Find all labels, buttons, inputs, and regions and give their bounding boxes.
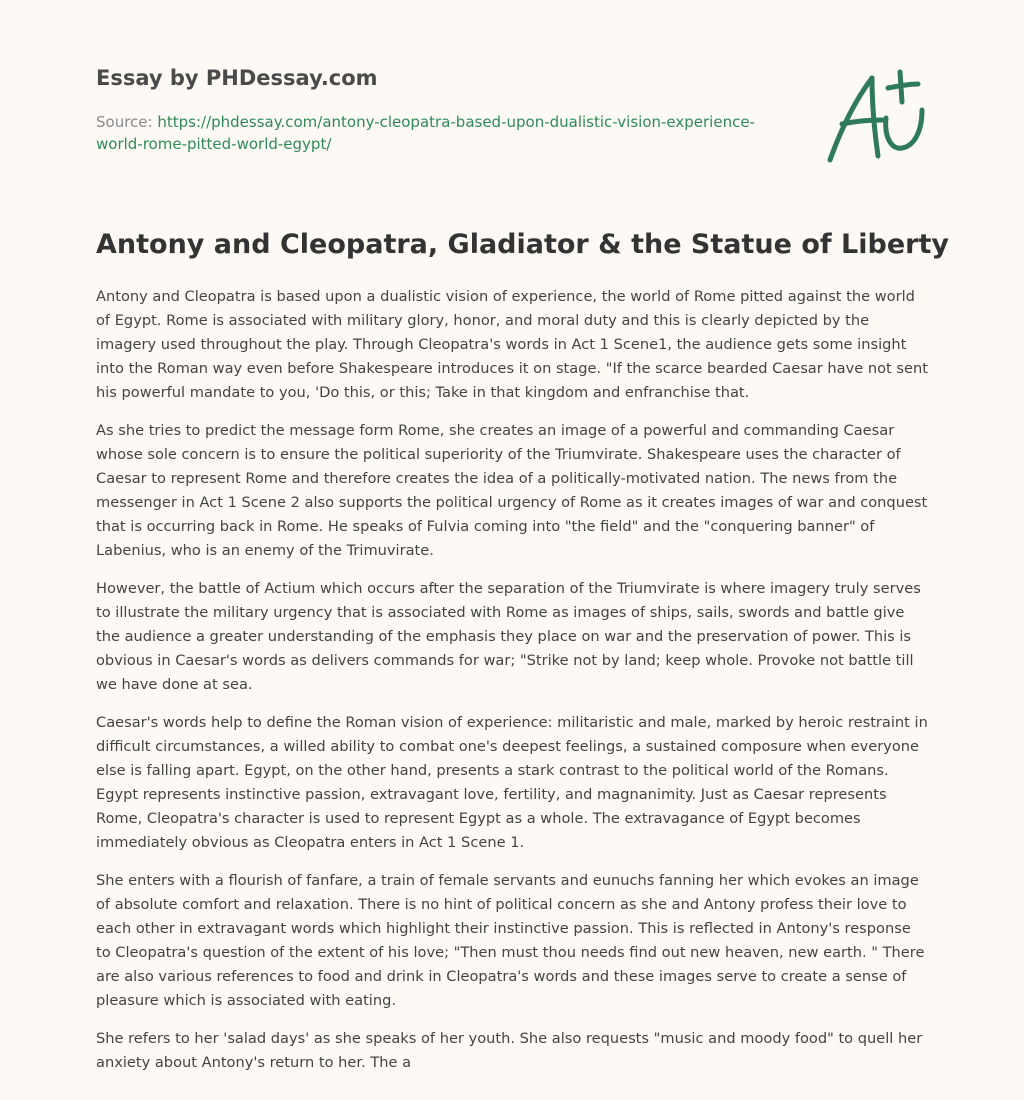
source-line	[96, 111, 796, 155]
essay-body	[96, 285, 928, 1085]
site-title: Essay by PHDessay.com	[96, 66, 378, 90]
essay-title: Antony and Cleopatra, Gladiator & the Statue of Liberty	[96, 229, 949, 260]
source-label: Source:	[96, 113, 153, 131]
essay-paragraph: She refers to her 'salad days' as she speaks of her youth. She also requests "music and moody food" to quell her anxiety about Antony's return to her. The a	[96, 1030, 923, 1071]
essay-paragraph: As she tries to predict the message form Rome, she creates an image of a powerful and commanding Caesar whose sole concern is to ensure the political superiority of the Triumvirate. Shakespeare uses the character of Caesar to represent Rome and therefore creates the idea of a politically-motivated nation. The news from the messenger in Act 1 Scene 2 also supports the political urgency of Rome as it creates images of war and conquest that is occurring back in Rome. He speaks of Fulvia coming into "the field" and the "conquering banner" of Labenius, who is an enemy of the Trimuvirate.	[96, 422, 928, 559]
essay-paragraph: Caesar's words help to define the Roman vision of experience: militaristic and male, marked by heroic restraint in difficult circumstances, a willed ability to combat one's deepest feelings, a sustained composure when everyone else is falling apart. Egypt, on the other hand, presents a stark contrast to the political world of the Romans. Egypt represents instinctive passion, extravagant love, fertility, and magnanimity. Just as Caesar represents Rome, Cleopatra's character is used to represent Egypt as a whole. The extravagance of Egypt becomes immediately obvious as Cleopatra enters in Act 1 Scene 1.	[96, 714, 928, 851]
source-link[interactable]: https://phdessay.com/antony-cleopatra-based-upon-dualistic-vision-experience-world-rome-pitted-world-egypt/	[96, 113, 755, 153]
essay-paragraph: She enters with a flourish of fanfare, a train of female servants and eunuchs fanning her which evokes an image of absolute comfort and relaxation. There is no hint of political concern as she and Antony profess their love to each other in extravagant words which highlight their instinctive passion. This is reflected in Antony's response to Cleopatra's question of the extent of his love; "Then must thou needs find out new heaven, new earth. " There are also various references to food and drink in Cleopatra's words and these images serve to create a sense of pleasure which is associated with eating.	[96, 872, 925, 1009]
essay-paragraph: Antony and Cleopatra is based upon a dualistic vision of experience, the world of Rome pitted against the world of Egypt. Rome is associated with military glory, honor, and moral duty and this is clearly depicted by the imagery used throughout the play. Through Cleopatra's words in Act 1 Scene1, the audience gets some insight into the Roman way even before Shakespeare introduces it on stage. "If the scarce bearded Caesar have not sent his powerful mandate to you, 'Do this, or this; Take in that kingdom and enfranchise that.	[96, 288, 928, 401]
a-plus-logo-icon	[822, 66, 932, 166]
essay-paragraph: However, the battle of Actium which occurs after the separation of the Triumvirate is where imagery truly serves to illustrate the military urgency that is associated with Rome as images of ships, sails, swords and battle give the audience a greater understanding of the emphasis they place on war and the preservation of power. This is obvious in Caesar's words as delivers commands for war; "Strike not by land; keep whole. Provoke not battle till we have done at sea.	[96, 580, 921, 693]
